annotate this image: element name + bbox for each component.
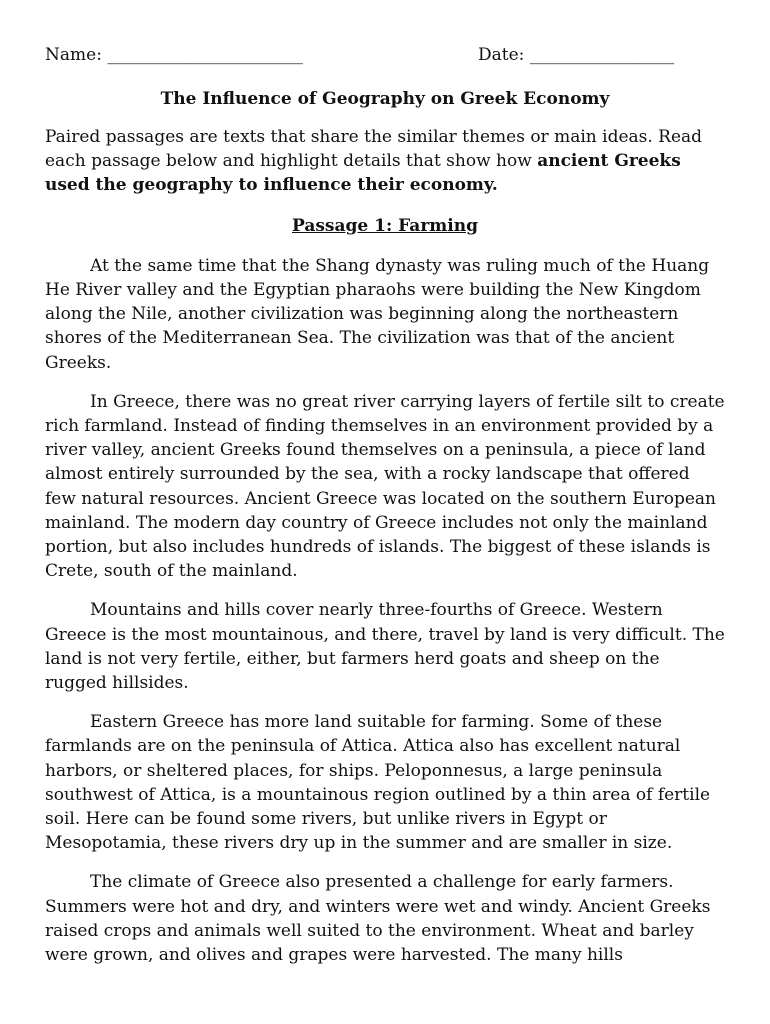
date-field[interactable]: Date: _________________ bbox=[478, 45, 675, 65]
passage-paragraph-5: The climate of Greece also presented a challenge for early farmers. Summers were hot and dry, and winters were wet and windy. Ancient Greeks raised crops and animals well suited to the environment. Wheat and barley were grown, and olives and grapes were harvested. The many hills bbox=[45, 872, 711, 966]
document-title: The Influence of Geography on Greek Economy bbox=[160, 89, 610, 109]
passage-paragraph-1: At the same time that the Shang dynasty was ruling much of the Huang He River valley and the Egyptian pharaohs were building the New Kingdom along the Nile, another civilization was beginning along the northeastern shores of the Mediterranean Sea. The civilization was that of the ancient Greeks. bbox=[45, 255, 710, 373]
intro-text: Paired passages are texts that share the similar themes or main ideas. Read each passage below and highlight details that show how bbox=[45, 127, 703, 172]
passage-paragraph-3: Mountains and hills cover nearly three-fourths of Greece. Western Greece is the most mountainous, and there, travel by land is very difficult. The land is not very fertile, either, but farmers herd goats and sheep on the rugged hillsides. bbox=[45, 600, 725, 694]
intro-paragraph bbox=[45, 125, 725, 198]
passage-heading: Passage 1: Farming bbox=[292, 215, 478, 236]
header-row bbox=[45, 43, 725, 67]
name-field[interactable]: Name: _______________________ bbox=[45, 45, 303, 65]
intro-emphasis: ancient Greeks used the geography to influence their economy. bbox=[45, 151, 681, 196]
passage-paragraph-2: In Greece, there was no great river carrying layers of fertile silt to create rich farmland. Instead of finding themselves in an environment provided by a river valley, ancient Greeks found themselves on a peninsula, a piece of land almost entirely surrounded by the sea, with a rocky landscape that offered few natural resources. Ancient Greece was located on the southern European mainland. The modern day country of Greece includes not only the mainland portion, but also includes hundreds of islands. The biggest of these islands is Crete, south of the mainland. bbox=[45, 391, 725, 582]
passage-paragraph-4: Eastern Greece has more land suitable for farming. Some of these farmlands are on the peninsula of Attica. Attica also has excellent natural harbors, or sheltered places, for ships. Peloponnesus, a large peninsula southwest of Attica, is a mountainous region outlined by a thin area of fertile soil. Here can be found some rivers, but unlike rivers in Egypt or Mesopotamia, these rivers dry up in the summer and are smaller in size. bbox=[45, 712, 711, 854]
